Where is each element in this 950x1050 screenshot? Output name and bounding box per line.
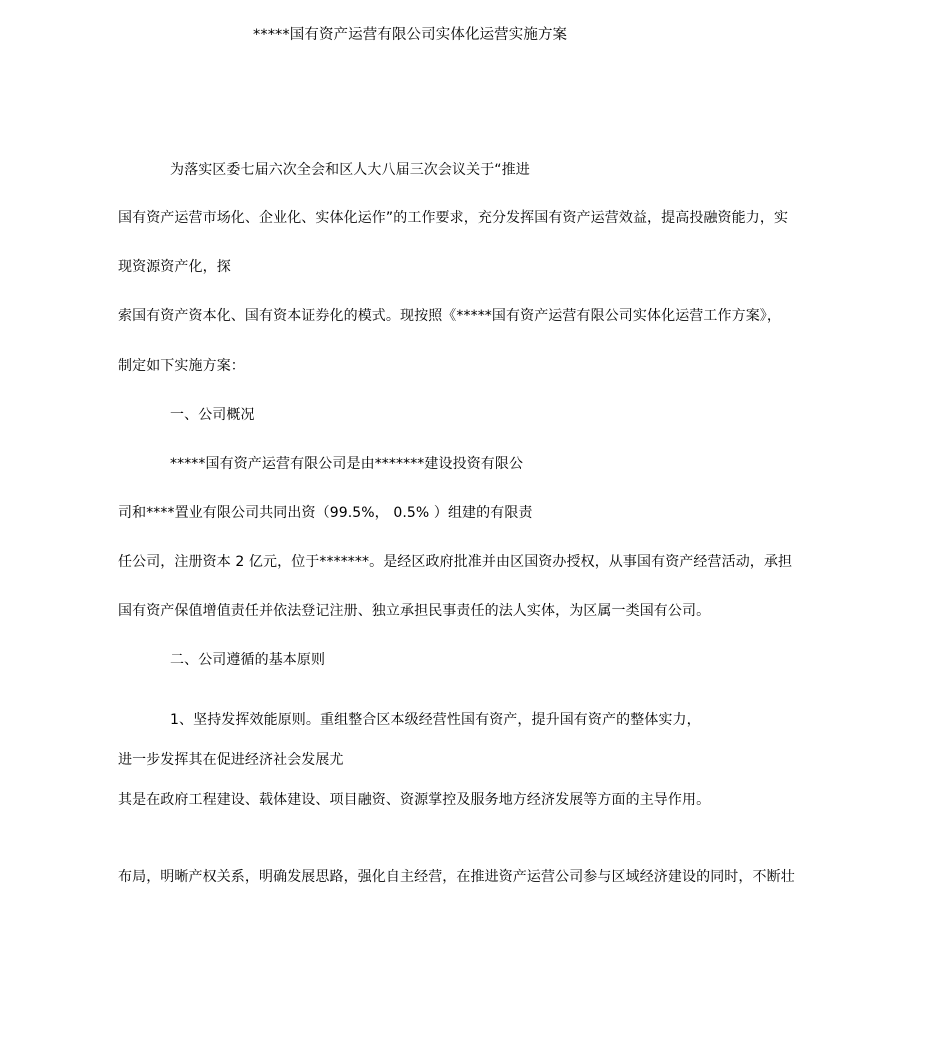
paragraph-line: 国有资产运营市场化、企业化、实体化运作”的工作要求，充分发挥国有资产运营效益，提高投融资能力，实 xyxy=(118,210,789,226)
paragraph-line: 现资源资产化，探 xyxy=(118,259,231,275)
document-title: *****国有资产运营有限公司实体化运营实施方案 xyxy=(253,27,568,43)
section-heading: 一、公司概况 xyxy=(170,407,255,423)
paragraph-line: 1、坚持发挥效能原则。重组整合区本级经营性国有资产，提升国有资产的整体实力， xyxy=(170,712,701,728)
paragraph-line: 司和****置业有限公司共同出资（99.5%， 0.5% ）组建的有限责 xyxy=(118,505,533,521)
section-heading: 二、公司遵循的基本原则 xyxy=(170,652,326,668)
paragraph-line: 进一步发挥其在促进经济社会发展尤 xyxy=(118,752,344,768)
paragraph-line: 为落实区委七届六次全会和区人大八届三次会议关于“推进 xyxy=(170,162,530,178)
paragraph-line: 其是在政府工程建设、载体建设、项目融资、资源掌控及服务地方经济发展等方面的主导作用。 xyxy=(118,792,711,808)
paragraph-line: *****国有资产运营有限公司是由*******建设投资有限公 xyxy=(170,456,524,472)
paragraph-line: 制定如下实施方案： xyxy=(118,358,245,374)
paragraph-line: 任公司，注册资本 2 亿元，位于*******。是经区政府批准并由区国资办授权，从事国有资产经营活动，承担 xyxy=(118,554,793,570)
paragraph-line: 布局，明晰产权关系，明确发展思路，强化自主经营，在推进资产运营公司参与区域经济建设的同时，不断壮 xyxy=(118,869,795,885)
paragraph-line: 国有资产保值增值责任并依法登记注册、独立承担民事责任的法人实体，为区属一类国有公司。 xyxy=(118,603,711,619)
paragraph-line: 索国有资产资本化、国有资本证券化的模式。现按照《*****国有资产运营有限公司实体化运营工作方案》， xyxy=(118,308,781,324)
